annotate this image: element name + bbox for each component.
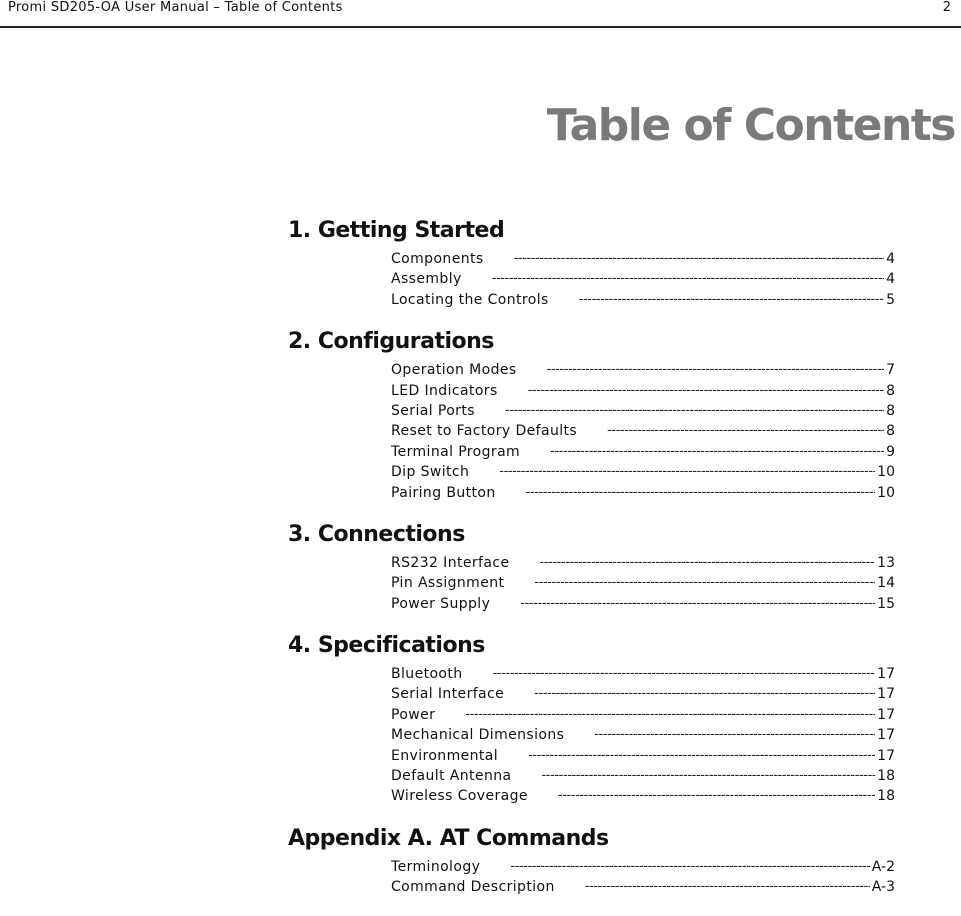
toc-entry[interactable] bbox=[391, 249, 895, 269]
toc-entry-label: Serial Interface bbox=[391, 686, 505, 703]
toc-entry-label: Power bbox=[391, 706, 436, 723]
dot-leader bbox=[585, 877, 870, 897]
toc-section bbox=[288, 324, 895, 503]
dot-leader bbox=[547, 360, 885, 380]
toc-entry-page: 5 bbox=[886, 291, 895, 308]
dot-leader bbox=[541, 766, 875, 786]
toc-entry-label: Serial Ports bbox=[391, 402, 475, 419]
toc-entry[interactable] bbox=[391, 746, 895, 766]
section-spacer bbox=[288, 807, 895, 821]
toc-entry-page: 18 bbox=[877, 768, 895, 785]
toc-entry[interactable] bbox=[391, 857, 895, 877]
toc-entry-page: 14 bbox=[877, 575, 895, 592]
dot-leader bbox=[607, 421, 884, 441]
dot-leader bbox=[558, 786, 875, 806]
dot-leader bbox=[526, 483, 876, 503]
toc-entry[interactable] bbox=[391, 421, 895, 441]
toc-entry-page: 17 bbox=[877, 747, 895, 764]
toc-entry-page: 8 bbox=[886, 402, 895, 419]
section-spacer bbox=[288, 614, 895, 628]
toc-entry-page: 17 bbox=[877, 706, 895, 723]
toc-entry-page: 17 bbox=[877, 727, 895, 744]
toc-entry-label: Operation Modes bbox=[391, 362, 517, 379]
toc-entry-page: 9 bbox=[886, 443, 895, 460]
toc-entry-page: 15 bbox=[877, 595, 895, 612]
toc-entry-label: Command Description bbox=[391, 879, 555, 896]
toc-entry[interactable] bbox=[391, 401, 895, 421]
toc-entry-label: Dip Switch bbox=[391, 464, 470, 481]
toc-section bbox=[288, 517, 895, 614]
section-title: 4. Specifications bbox=[288, 633, 485, 659]
toc-entry-label: Terminology bbox=[391, 858, 481, 875]
dot-leader bbox=[505, 401, 884, 421]
toc-entry-label: Terminal Program bbox=[391, 443, 521, 460]
toc-entry[interactable] bbox=[391, 705, 895, 725]
toc-entry-page: 13 bbox=[877, 554, 895, 571]
toc-entry[interactable] bbox=[391, 684, 895, 704]
dot-leader bbox=[520, 594, 875, 614]
toc-entry-list bbox=[288, 857, 895, 898]
dot-leader bbox=[534, 573, 875, 593]
dot-leader bbox=[528, 381, 884, 401]
dot-leader bbox=[528, 746, 875, 766]
dot-leader bbox=[510, 857, 869, 877]
section-spacer bbox=[288, 503, 895, 517]
toc-entry[interactable] bbox=[391, 462, 895, 482]
toc-entry[interactable] bbox=[391, 766, 895, 786]
toc-entry[interactable] bbox=[391, 360, 895, 380]
toc-entry-page: 8 bbox=[886, 382, 895, 399]
toc-entry-page: 8 bbox=[886, 423, 895, 440]
toc-entry-label: Pin Assignment bbox=[391, 575, 505, 592]
toc-entry[interactable] bbox=[391, 725, 895, 745]
page-title: Table of Contents bbox=[546, 100, 955, 151]
toc-entry-list bbox=[288, 664, 895, 807]
toc-section bbox=[288, 628, 895, 807]
toc-entry-label: Power Supply bbox=[391, 595, 491, 612]
toc-entry[interactable] bbox=[391, 381, 895, 401]
dot-leader bbox=[550, 442, 884, 462]
section-spacer bbox=[288, 310, 895, 324]
toc-entry[interactable] bbox=[391, 664, 895, 684]
toc-entry[interactable] bbox=[391, 269, 895, 289]
toc-entry[interactable] bbox=[391, 290, 895, 310]
section-title: 3. Connections bbox=[288, 521, 465, 547]
toc-entry-label: Locating the Controls bbox=[391, 291, 549, 308]
toc-entry-label: Mechanical Dimensions bbox=[391, 727, 565, 744]
toc-entry-label: Bluetooth bbox=[391, 666, 463, 683]
toc-entry[interactable] bbox=[391, 594, 895, 614]
document-title: Promi SD205-OA User Manual – Table of Contents bbox=[8, 0, 343, 15]
toc-entry-label: Wireless Coverage bbox=[391, 788, 528, 805]
toc-entry-label: Environmental bbox=[391, 747, 499, 764]
toc-entry-page: 17 bbox=[877, 666, 895, 683]
toc-entry-page: 10 bbox=[877, 484, 895, 501]
toc-entry-label: Pairing Button bbox=[391, 484, 496, 501]
toc-entry-label: Assembly bbox=[391, 271, 462, 288]
toc-entry-label: RS232 Interface bbox=[391, 554, 510, 571]
toc-section bbox=[288, 213, 895, 310]
toc-entry-page: 18 bbox=[877, 788, 895, 805]
toc-entry-label: LED Indicators bbox=[391, 382, 498, 399]
toc-entry-page: 7 bbox=[886, 362, 895, 379]
toc-entry-list bbox=[288, 553, 895, 614]
toc-entry-page: A-2 bbox=[871, 858, 895, 875]
toc-entry-label: Components bbox=[391, 251, 484, 267]
dot-leader bbox=[493, 664, 876, 684]
toc-entry[interactable] bbox=[391, 442, 895, 462]
toc-entry-label: Default Antenna bbox=[391, 768, 512, 785]
dot-leader bbox=[492, 269, 884, 289]
page-number: 2 bbox=[942, 0, 951, 15]
page-header bbox=[0, 0, 961, 28]
dot-leader bbox=[465, 705, 875, 725]
section-title: 1. Getting Started bbox=[288, 218, 505, 243]
toc-entry[interactable] bbox=[391, 573, 895, 593]
toc-entry-label: Reset to Factory Defaults bbox=[391, 423, 578, 440]
section-title: 2. Configurations bbox=[288, 329, 494, 355]
dot-leader bbox=[579, 290, 884, 310]
dot-leader bbox=[594, 725, 875, 745]
section-title: Appendix A. AT Commands bbox=[288, 825, 609, 851]
toc-entry[interactable] bbox=[391, 786, 895, 806]
toc-entry-page: 4 bbox=[886, 251, 895, 267]
dot-leader bbox=[499, 462, 875, 482]
dot-leader bbox=[514, 249, 885, 269]
toc-entry-page: 4 bbox=[886, 271, 895, 288]
dot-leader bbox=[539, 553, 875, 573]
toc-entry[interactable] bbox=[391, 483, 895, 503]
dot-leader bbox=[534, 684, 875, 704]
toc-entry[interactable] bbox=[391, 877, 895, 897]
toc-section bbox=[288, 821, 895, 898]
toc-entry-page: 17 bbox=[877, 686, 895, 703]
toc-entry[interactable] bbox=[391, 553, 895, 573]
toc-entry-list bbox=[288, 249, 895, 310]
toc-entry-list bbox=[288, 360, 895, 503]
toc-entry-page: A-3 bbox=[871, 879, 895, 896]
table-of-contents bbox=[288, 213, 895, 898]
toc-entry-page: 10 bbox=[877, 464, 895, 481]
